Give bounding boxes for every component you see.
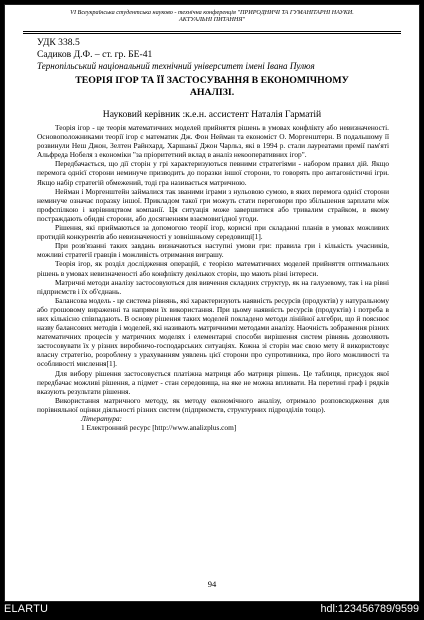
paragraph: Нейман і Моргенштейн займалися так званими іграми з нульовою сумою, в яких перемога однієї сторони неминуче означає поразку іншої. Прикладом такої гри можуть стати переговори про збільшення зарплати між профспілкою і керівництвом компанії. Ця ситуація може завершитися або тривалим страйком, в якому постраждають обидві сторони, або досягненням взаємовигідної угоди. <box>37 186 389 223</box>
paragraph: При розв'язанні таких завдань визначаються наступні умови гри: правила гри і кількість учасників, можливі стратегії гравців і можливість отримання виграшу. <box>37 241 389 260</box>
literature-label: Література: <box>81 414 122 423</box>
paragraph: Матричні методи аналізу застосовуються для вивчення складних структур, як на галузевому, так і на рівні підприємств і їх об'єднань. <box>37 277 389 296</box>
udc-code: УДК 338.5 <box>37 37 80 48</box>
literature-source: 1 Електронний ресурс [http://www.analizplus.com] <box>81 423 237 433</box>
article-title: ТЕОРІЯ ІГОР ТА ЇЇ ЗАСТОСУВАННЯ В ЕКОНОМІЧНОМУ АНАЛІЗІ. <box>75 75 349 98</box>
document-page <box>4 4 420 602</box>
conference-header-line2: АКТУАЛЬНІ ПИТАННЯ" <box>179 16 245 24</box>
paragraph: Передбачається, що дії сторін у грі характеризуються певними стратегіями - набором правил дій. Якщо перемога однієї сторони неминуче призводить до поразки іншої сторони, то говорять про антагоністичні ігри. Якщо набір стратегій обмежений, тоді гра називається матричною. <box>37 159 389 187</box>
conference-header-line1: VI Всеукраїнська студентська науково - технічна конференція "ПРИРОДНИЧІ ТА ГУМАНІТАРНІ НАУКИ. <box>70 9 354 16</box>
paragraph: Теорія ігор - це теорія математичних моделей прийняття рішень в умовах конфлікту або невизначеності. Основоположниками теорії ігор є математик Дж. Фон Нейман та економіст О. Моргенштерн. В подальшому її розвинули Неш Джон, Зелтен Райнхард, Харшаньї Джон Чарльз, які в 1994 р. стали лауреатами премії пам'яті Альфреда Нобеля з економіки "за пріоритетний вклад в аналіз некооперативних ігор". <box>37 123 389 160</box>
paragraph: Використання матричного методу, як методу економічного аналізу, отримало розповсюдження для порівняльної оцінки діяльності різних систем (підприємств, структурних підрозділів тощо). <box>37 395 389 414</box>
article-body <box>37 123 389 432</box>
page-number: 94 <box>207 579 217 589</box>
conference-header <box>23 9 401 23</box>
supervisor-line: Науковий керівник :к.е.н. ассистент Наталія Гарматій <box>102 109 322 120</box>
university-name: Тернопільський національний технічний університет імені Івана Пулюя <box>37 61 315 71</box>
handle-identifier: hdl:123456789/9599 <box>320 603 419 615</box>
paragraph: Рішення, які приймаються за допомогою теорії ігор, корисні при складанні планів в умовах можливих протидій конкурентів або невизначеності у зовнішньому середовищі[1]. <box>37 223 389 242</box>
paragraph: Теорія ігор, як розділ дослідження операцій, є теорією математичних моделей прийняття оптимальних рішень в умовах невизначеності або конфлікту декількох сторін, що мають різні інтереси. <box>37 259 389 278</box>
repository-label: ELARTU <box>4 603 49 615</box>
header-rule <box>23 31 401 32</box>
header-rule-thin <box>23 33 401 34</box>
author-line: Садиков Д.Ф. – ст. гр. БЕ-41 <box>37 49 153 60</box>
paragraph: Для вибору рішення застосовується платіжна матриця або матриця рішень. Це таблиця, присудок якої передбачає можливі рішення, а підмет - стан середовища, на яке не можна впливати. На перетині граф і рядків вказують результати рішення. <box>37 368 389 396</box>
paragraph: Балансова модель - це система рівнянь, які характеризують наявність ресурсів (продуктів) у натуральному або грошовому вираженні та напрями їх використання. При цьому наявність ресурсів (продуктів) і потреба в них кількісно співпадають. В основу рішення таких моделей покладено методи лінійної алгебри, що й пояснює назву балансових методів і моделей, які називають матричними методами аналізу. Наочність зображення різних математичних процесів у матричних моделях і елементарні способи вирішення систем рівнянь дозволяють застосовувати їх у різних виробничо-господарських ситуаціях. Кожна зі сторін має свою мету й використовує власну стратегію, розроблену з урахуванням уявлень цієї сторони про супротивника, про його можливості та особливості мислення[1]. <box>37 295 389 369</box>
